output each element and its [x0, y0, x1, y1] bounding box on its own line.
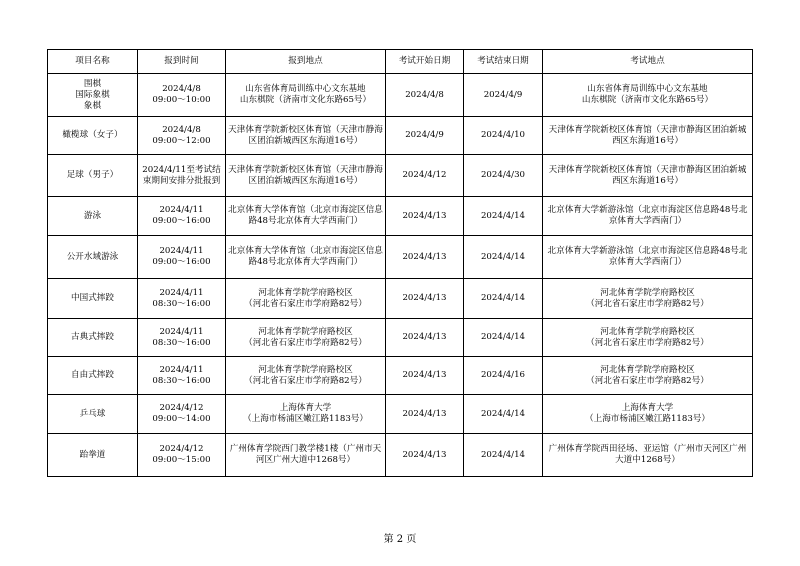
cell-report-time: 2024/4/11 08:30～16:00: [138, 357, 226, 395]
table-row: [48, 395, 753, 434]
cell-exam-end: 2024/4/9: [464, 74, 543, 117]
cell-report-place: 山东省体育局训练中心文东基地 山东棋院（济南市文化东路65号）: [226, 74, 386, 117]
cell-exam-place: 上海体育大学 （上海市杨浦区嫩江路1183号）: [543, 395, 753, 434]
cell-report-place: 北京体育大学体育馆（北京市海淀区信息路48号北京体育大学西南门）: [226, 236, 386, 279]
cell-report-place: 北京体育大学体育馆（北京市海淀区信息路48号北京体育大学西南门）: [226, 197, 386, 236]
table-row: [48, 357, 753, 395]
header-exam-end: 考试结束日期: [464, 50, 543, 74]
table-header-row: [48, 50, 753, 74]
cell-exam-start: 2024/4/12: [386, 155, 464, 197]
table-row: [48, 279, 753, 319]
cell-project: 足球（男子）: [48, 155, 138, 197]
cell-report-time: 2024/4/11 09:00～16:00: [138, 197, 226, 236]
cell-project: 围棋 国际象棋 象棋: [48, 74, 138, 117]
cell-report-time: 2024/4/11至考试结束期间安排分批报到: [138, 155, 226, 197]
table-row: [48, 155, 753, 197]
cell-exam-start: 2024/4/13: [386, 357, 464, 395]
cell-exam-place: 天津体育学院新校区体育馆（天津市静海区团泊新城西区东海道16号）: [543, 117, 753, 155]
table-row: [48, 74, 753, 117]
cell-exam-start: 2024/4/13: [386, 319, 464, 357]
table-row: [48, 236, 753, 279]
cell-project: 公开水域游泳: [48, 236, 138, 279]
cell-exam-end: 2024/4/30: [464, 155, 543, 197]
cell-exam-place: 河北体育学院学府路校区 （河北省石家庄市学府路82号）: [543, 357, 753, 395]
table-row: [48, 434, 753, 477]
table-row: [48, 117, 753, 155]
cell-project: 跆拳道: [48, 434, 138, 477]
cell-exam-start: 2024/4/13: [386, 197, 464, 236]
cell-report-place: 河北体育学院学府路校区 （河北省石家庄市学府路82号）: [226, 319, 386, 357]
cell-exam-end: 2024/4/14: [464, 279, 543, 319]
cell-report-time: 2024/4/11 09:00～16:00: [138, 236, 226, 279]
cell-report-place: 广州体育学院西门教学楼1楼（广州市天河区广州大道中1268号）: [226, 434, 386, 477]
cell-report-place: 天津体育学院新校区体育馆（天津市静海区团泊新城西区东海道16号）: [226, 117, 386, 155]
cell-project: 中国式摔跤: [48, 279, 138, 319]
cell-exam-end: 2024/4/14: [464, 236, 543, 279]
cell-exam-end: 2024/4/14: [464, 395, 543, 434]
cell-exam-start: 2024/4/13: [386, 236, 464, 279]
cell-report-place: 天津体育学院新校区体育馆（天津市静海区团泊新城西区东海道16号）: [226, 155, 386, 197]
cell-exam-place: 河北体育学院学府路校区 （河北省石家庄市学府路82号）: [543, 319, 753, 357]
header-exam-start: 考试开始日期: [386, 50, 464, 74]
cell-project: 自由式摔跤: [48, 357, 138, 395]
cell-report-time: 2024/4/8 09:00～12:00: [138, 117, 226, 155]
cell-exam-place: 天津体育学院新校区体育馆（天津市静海区团泊新城西区东海道16号）: [543, 155, 753, 197]
cell-report-time: 2024/4/8 09:00～10:00: [138, 74, 226, 117]
header-report-place: 报到地点: [226, 50, 386, 74]
cell-exam-end: 2024/4/14: [464, 434, 543, 477]
exam-schedule-table: [47, 49, 753, 477]
table-row: [48, 319, 753, 357]
cell-exam-place: 北京体育大学新游泳馆（北京市海淀区信息路48号北京体育大学西南门）: [543, 236, 753, 279]
cell-report-place: 上海体育大学 （上海市杨浦区嫩江路1183号）: [226, 395, 386, 434]
cell-exam-start: 2024/4/13: [386, 434, 464, 477]
header-project: 项目名称: [48, 50, 138, 74]
cell-exam-place: 河北体育学院学府路校区 （河北省石家庄市学府路82号）: [543, 279, 753, 319]
page-number: 第 2 页: [383, 534, 417, 545]
cell-project: 乒乓球: [48, 395, 138, 434]
cell-exam-end: 2024/4/10: [464, 117, 543, 155]
cell-exam-end: 2024/4/14: [464, 319, 543, 357]
header-exam-place: 考试地点: [543, 50, 753, 74]
cell-project: 游泳: [48, 197, 138, 236]
cell-exam-place: 广州体育学院西田径场、亚运馆（广州市天河区广州大道中1268号）: [543, 434, 753, 477]
cell-exam-start: 2024/4/8: [386, 74, 464, 117]
cell-report-time: 2024/4/12 09:00～15:00: [138, 434, 226, 477]
cell-exam-place: 山东省体育局训练中心文东基地 山东棋院（济南市文化东路65号）: [543, 74, 753, 117]
cell-exam-start: 2024/4/9: [386, 117, 464, 155]
cell-exam-start: 2024/4/13: [386, 279, 464, 319]
cell-report-place: 河北体育学院学府路校区 （河北省石家庄市学府路82号）: [226, 357, 386, 395]
header-report-time: 报到时间: [138, 50, 226, 74]
cell-exam-end: 2024/4/16: [464, 357, 543, 395]
cell-report-time: 2024/4/11 08:30～16:00: [138, 279, 226, 319]
cell-report-time: 2024/4/12 09:00～14:00: [138, 395, 226, 434]
table-row: [48, 197, 753, 236]
cell-exam-end: 2024/4/14: [464, 197, 543, 236]
cell-report-time: 2024/4/11 08:30～16:00: [138, 319, 226, 357]
cell-report-place: 河北体育学院学府路校区 （河北省石家庄市学府路82号）: [226, 279, 386, 319]
cell-exam-place: 北京体育大学新游泳馆（北京市海淀区信息路48号北京体育大学西南门）: [543, 197, 753, 236]
cell-project: 古典式摔跤: [48, 319, 138, 357]
cell-project: 橄榄球（女子）: [48, 117, 138, 155]
cell-exam-start: 2024/4/13: [386, 395, 464, 434]
